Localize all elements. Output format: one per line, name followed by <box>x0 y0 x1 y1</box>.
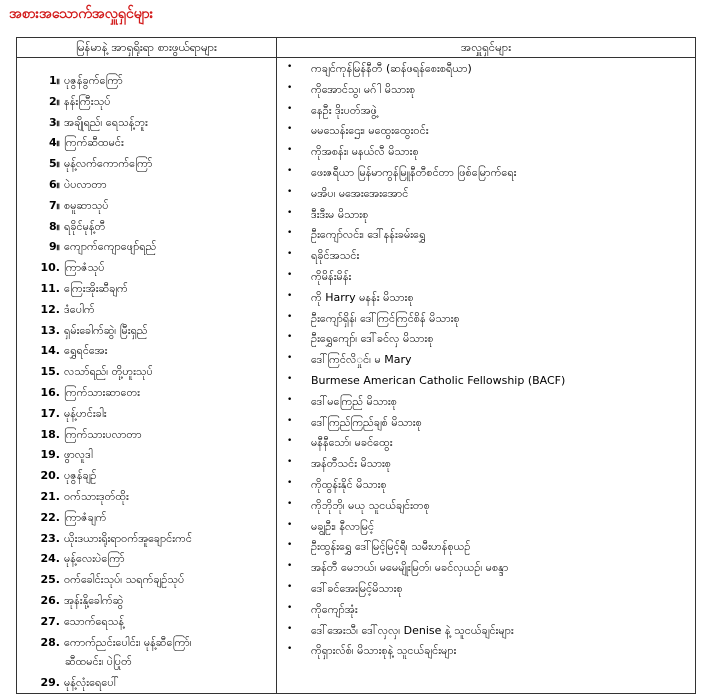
food-item <box>17 466 276 487</box>
food-name: ကောက်ညင်းပေါင်း၊ မုန့်ဆီကြော်၊ <box>64 635 192 649</box>
donor-item <box>277 121 695 142</box>
donors-list <box>277 58 695 662</box>
donor-name: ကချင်ကုန်မြန်နီတီ (ဆန်ဖရန်စေးစရီယာ) <box>311 62 472 75</box>
food-item <box>17 113 276 134</box>
food-name: ကြာဇံချက် <box>64 510 107 524</box>
food-number: 1။ <box>49 74 60 87</box>
donor-name: မချွဦး၊ နီလာမြင့် <box>311 519 375 533</box>
food-name: ယိုးဒယားရိုးရာဝက်အူချောင်းကင် <box>64 531 192 545</box>
food-name: ရှမ်းခေါက်ဆွဲ၊ မြီးရှည် <box>64 323 148 337</box>
donor-name: ဦးထွန်းရွှေ ဒေါ်မြင့်မြင့်ရီ၊ သမီးဟန်စုယဉ် <box>311 540 471 554</box>
food-name: သောက်ရေသန့် <box>64 614 125 628</box>
food-name: မုန့်လုံးရေပေါ် <box>64 675 119 689</box>
food-item <box>17 341 276 362</box>
food-item <box>17 196 276 217</box>
food-item <box>17 92 276 113</box>
food-item <box>17 633 276 673</box>
food-number: 23. <box>40 531 60 545</box>
food-number: 11. <box>40 281 60 295</box>
donor-name: ဖေးဇရီယာ မြန်မာကွန်မြူနီတီစင်တာ ဖြစ်မြောက်ရေး <box>311 165 517 179</box>
food-name: ကြက်သားပလာတာ <box>64 427 142 441</box>
food-number: 26. <box>40 593 60 607</box>
food-item <box>17 529 276 550</box>
donor-item <box>277 225 695 246</box>
bullet-icon: • <box>287 290 293 301</box>
bullet-icon: • <box>287 644 293 655</box>
food-number: 27. <box>40 614 60 628</box>
food-name: ရခိုင်မုန့်တီ <box>64 219 106 233</box>
donor-name: ကိုထွန်းနိုင် မိသားစု <box>311 477 387 491</box>
food-name: ပုဇွန်ခွက်ကြော် <box>64 74 123 87</box>
food-item <box>17 549 276 570</box>
header-foods: မြန်မာနဲ့ အာရှရိုးရာ စားဖွယ်ရာများ <box>17 38 277 58</box>
donor-name: အန်တီသင်း မိသားစု <box>311 457 391 471</box>
food-name: ပဲပလာတာ <box>64 177 107 191</box>
food-name: နန်းကြီးသုပ် <box>64 94 111 108</box>
food-item <box>17 300 276 321</box>
food-item <box>17 71 276 92</box>
donor-item <box>277 371 695 392</box>
foods-cell <box>17 58 277 694</box>
donor-item <box>277 309 695 330</box>
food-number: 3။ <box>49 115 60 129</box>
bullet-icon: • <box>287 186 293 197</box>
donor-item <box>277 433 695 454</box>
donor-name: ကို Harry မနန်း မိသားစု <box>311 290 414 304</box>
bullet-icon: • <box>287 561 293 572</box>
bullet-icon: • <box>287 249 293 260</box>
bullet-icon: • <box>287 373 293 384</box>
donor-item <box>277 517 695 538</box>
food-number: 22. <box>40 510 60 524</box>
header-row <box>17 38 696 58</box>
food-name: အချိုရည်၊ ရေသန့်ဘူး <box>64 115 148 129</box>
donor-name: အန်တီ မေဘယ်၊ မမေမျိုးမြတ်၊ မခင်လှယဉ်၊ မစန္ဒာ <box>311 561 509 575</box>
food-name: မုန့်လေးပဲကြော် <box>64 552 125 566</box>
food-item <box>17 445 276 466</box>
bullet-icon: • <box>287 436 293 447</box>
donor-item <box>277 558 695 579</box>
donor-name: ကိုဘိုဘို၊ မယု သူငယ်ချင်းတစု <box>311 498 430 512</box>
food-number: 17. <box>40 406 60 420</box>
food-number: 15. <box>40 365 60 379</box>
food-name: လသာ်ရည်၊ တို့ဟူးသုပ် <box>64 365 153 379</box>
food-name: မုန့်ဟင်းခါး <box>64 406 107 420</box>
donor-name: ဒေါ်မကြေည် မိသားစု <box>311 394 397 408</box>
donor-name: ဦးရွှေကျော်၊ ဒေါ်ခင်လှ မိသားစု <box>311 332 434 346</box>
food-number: 6။ <box>49 177 60 191</box>
food-name: ကြာဇံသုပ် <box>64 261 105 275</box>
food-name: ကြက်ဆီထမင်း <box>64 136 124 150</box>
donor-name: ကိုအောင်သွ၊ မဂ်ါ မိသားစု <box>311 82 416 96</box>
food-number: 16. <box>40 385 60 399</box>
donor-name: ရခိုင်အသင်း <box>311 249 360 263</box>
food-name: ဝက်ခေါင်းသုပ်၊ သရက်ချဉ်သုပ် <box>64 573 185 587</box>
donor-item <box>277 496 695 517</box>
donor-item <box>277 641 695 662</box>
donor-item <box>277 600 695 621</box>
bullet-icon: • <box>287 145 293 156</box>
bullet-icon: • <box>287 540 293 551</box>
donor-name: မနီနီသော်၊ မခင်ထွေး <box>311 436 393 450</box>
bullet-icon: • <box>287 165 293 176</box>
donor-name: ကိုကျော်အုံး <box>311 602 358 616</box>
donor-name: မမသေန်းဌေး၊ မထွေးထွေးဝင်း <box>311 124 429 138</box>
food-item <box>17 673 276 694</box>
header-donors: အလှူရှင်များ <box>277 38 696 58</box>
donor-item <box>277 184 695 205</box>
food-number: 25. <box>40 573 60 587</box>
food-name: ဒံပေါက် <box>64 302 95 316</box>
donor-name: ဦးကျော်ရှိန်၊ ဒေါ်ကြင်ကြင်စိန် မိသားစု <box>311 311 460 325</box>
donor-name: ဒေါ်ကြင်လိှုင်၊ မ Mary <box>311 353 412 367</box>
bullet-icon: • <box>287 457 293 468</box>
donor-item <box>277 205 695 226</box>
donor-name: ကိုအစန်း၊ မနယ်လီ မိသားစု <box>311 145 419 159</box>
bullet-icon: • <box>287 498 293 509</box>
food-number: 29. <box>40 675 60 689</box>
food-name: အုန်းနို့ခေါက်ဆွဲ <box>64 593 124 607</box>
donor-name: ဒေါ်ကြည်ကြည်ချစ် မိသားစု <box>311 415 422 429</box>
food-number: 24. <box>40 552 60 566</box>
donor-item <box>277 413 695 434</box>
food-number: 10. <box>40 261 60 275</box>
donor-item <box>277 59 695 80</box>
donor-name: Burmese American Catholic Fellowship (BACF) <box>311 373 566 387</box>
bullet-icon: • <box>287 394 293 405</box>
food-number: 12. <box>40 302 60 316</box>
bullet-icon: • <box>287 82 293 93</box>
food-name: ပုဇွန်ချဉ် <box>64 469 97 483</box>
bullet-icon: • <box>287 269 293 280</box>
food-number: 13. <box>40 323 60 337</box>
donor-name: ကိုရှားလ်စ်၊ မိသားစုနဲ့ သူငယ်ချင်းများ <box>311 644 457 658</box>
donor-item <box>277 101 695 122</box>
donor-item <box>277 454 695 475</box>
food-number: 2။ <box>49 94 60 108</box>
food-number: 9။ <box>49 240 60 254</box>
food-name: ဖွာလူဒါ <box>64 448 93 462</box>
food-number: 5။ <box>49 157 60 171</box>
food-name: ရွှေရင်အေး <box>64 344 108 358</box>
donor-item <box>277 163 695 184</box>
food-name: ကြက်သားဆာတေး <box>64 385 140 399</box>
bullet-icon: • <box>287 311 293 322</box>
food-item <box>17 425 276 446</box>
bullet-icon: • <box>287 477 293 488</box>
bullet-icon: • <box>287 207 293 218</box>
bullet-icon: • <box>287 519 293 530</box>
donor-item <box>277 579 695 600</box>
food-item <box>17 321 276 342</box>
food-item <box>17 508 276 529</box>
donor-table <box>16 37 696 694</box>
food-item <box>17 591 276 612</box>
body-row <box>17 58 696 694</box>
food-item <box>17 154 276 175</box>
food-item <box>17 362 276 383</box>
bullet-icon: • <box>287 623 293 634</box>
donor-name: ကိုမိန်းမိန်း <box>311 269 352 283</box>
food-number: 19. <box>40 448 60 462</box>
donor-name: ဒေါ်ခင်အေးမြင့်မိသားစု <box>311 581 403 595</box>
donor-item <box>277 267 695 288</box>
bullet-icon: • <box>287 62 293 72</box>
donor-item <box>277 350 695 371</box>
food-number: 20. <box>40 469 60 483</box>
bullet-icon: • <box>287 581 293 592</box>
bullet-icon: • <box>287 103 293 114</box>
food-item <box>17 612 276 633</box>
bullet-icon: • <box>287 353 293 364</box>
food-name-continued: ဆီထမင်း၊ ပဲပြုတ် <box>65 654 132 668</box>
food-item <box>17 279 276 300</box>
donor-item <box>277 537 695 558</box>
donor-item <box>277 329 695 350</box>
donor-item <box>277 80 695 101</box>
food-number: 4။ <box>49 136 60 150</box>
food-item <box>17 404 276 425</box>
food-number: 8။ <box>49 219 60 233</box>
bullet-icon: • <box>287 124 293 135</box>
food-number: 7။ <box>49 198 60 212</box>
food-item <box>17 487 276 508</box>
donor-name: ဒေါ်အေးသီ၊ ဒေါ်လှလှ၊ Denise နဲ့ သူငယ်ချင်းများ <box>311 623 514 637</box>
food-number: 14. <box>40 344 60 358</box>
donor-name: ဒီးဒီးမ မိသားစု <box>311 207 369 221</box>
bullet-icon: • <box>287 415 293 426</box>
food-item <box>17 133 276 154</box>
page-title: အစားအသောက်အလှူရှင်များ <box>9 6 154 22</box>
bullet-icon: • <box>287 602 293 613</box>
foods-list <box>17 58 276 693</box>
food-name: ကြေးအိုးဆီချက် <box>64 281 128 295</box>
bullet-icon: • <box>287 332 293 343</box>
food-number: 21. <box>40 489 60 503</box>
donor-item <box>277 142 695 163</box>
food-item <box>17 258 276 279</box>
food-item <box>17 217 276 238</box>
donor-item <box>277 475 695 496</box>
donors-cell <box>277 58 696 694</box>
food-number: 28. <box>40 635 60 649</box>
food-name: ကျောက်ကျောဖျော်ရည် <box>64 240 157 254</box>
food-name: မုန့်လက်ကောက်ကြော် <box>64 157 153 171</box>
donor-name: ဦးကျော်လင်း၊ ဒေါ်နန်းခမ်းရွှေ <box>311 228 426 242</box>
donor-name: မအိပ၊ မအေးအေးအောင် <box>311 186 409 200</box>
food-item <box>17 570 276 591</box>
donor-item <box>277 288 695 309</box>
food-item <box>17 383 276 404</box>
food-item <box>17 237 276 258</box>
donor-item <box>277 246 695 267</box>
donor-name: နေဦး ဒိုးပတ်အဖွဲ့ <box>311 103 377 117</box>
food-name: ဝက်သားဒုတ်ထိုး <box>64 489 129 503</box>
bullet-icon: • <box>287 228 293 239</box>
donor-item <box>277 621 695 642</box>
food-item <box>17 175 276 196</box>
food-name: စမူဆာသုပ် <box>64 198 109 212</box>
donor-item <box>277 392 695 413</box>
food-number: 18. <box>40 427 60 441</box>
